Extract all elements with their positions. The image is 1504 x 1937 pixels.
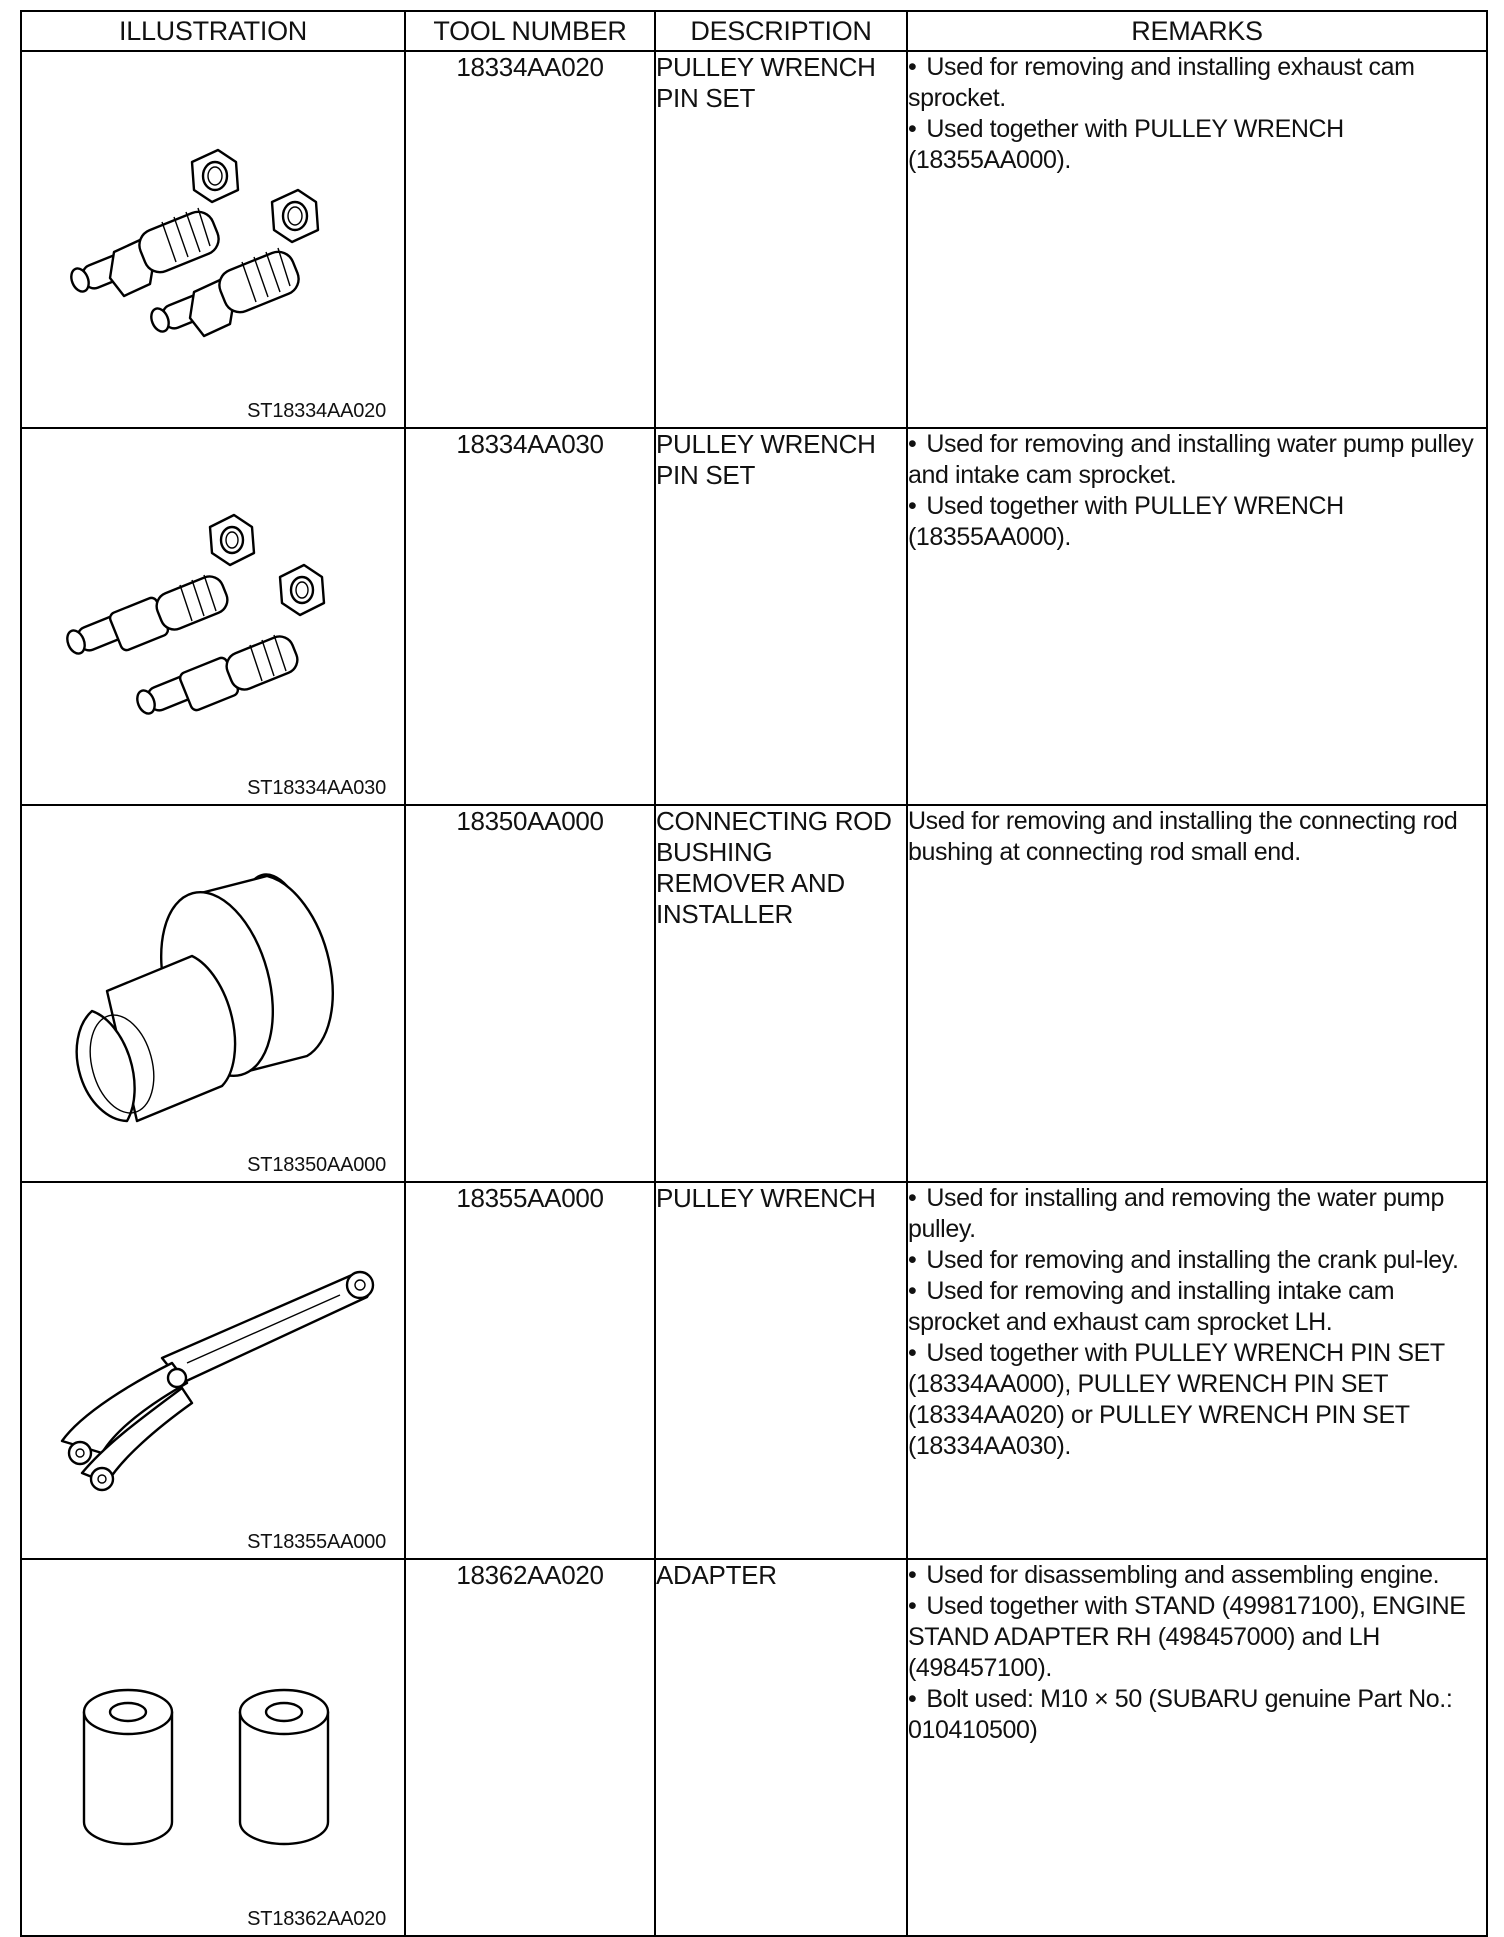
remark-item: • Used for removing and installing water pump pulley and intake cam sprocket.	[908, 430, 1474, 489]
table-row	[21, 1559, 1487, 1936]
remark-item: • Used for removing and installing intake cam sprocket and exhaust cam sprocket LH.	[908, 1277, 1395, 1336]
header-description: DESCRIPTION	[655, 11, 907, 51]
illustration-code: ST18350AA000	[247, 1154, 386, 1176]
illustration-code: ST18334AA030	[247, 777, 386, 799]
tool-description: PULLEY WRENCH PIN SET	[655, 428, 907, 805]
pulley-wrench-illustration	[22, 1183, 404, 1555]
illustration-cell	[21, 805, 405, 1182]
tool-number: 18334AA030	[405, 428, 655, 805]
tool-remarks	[907, 1182, 1487, 1559]
table-row	[21, 1182, 1487, 1559]
remark-item: • Bolt used: M10 × 50 (SUBARU genuine Part No.: 010410500)	[908, 1685, 1453, 1744]
tool-description: ADAPTER	[655, 1559, 907, 1936]
header-illustration: ILLUSTRATION	[21, 11, 405, 51]
illustration-cell	[21, 1559, 405, 1936]
remark-item: • Used for removing and installing exhaust cam sprocket.	[908, 53, 1415, 112]
illustration-code: ST18362AA020	[247, 1908, 386, 1930]
illustration-cell	[21, 1182, 405, 1559]
tool-number: 18334AA020	[405, 51, 655, 428]
tool-remarks	[907, 51, 1487, 428]
tool-remarks	[907, 428, 1487, 805]
illustration-code: ST18355AA000	[247, 1531, 386, 1553]
tool-remarks	[907, 805, 1487, 1182]
remark-item: • Used together with PULLEY WRENCH (18355AA000).	[908, 492, 1344, 551]
tool-description: PULLEY WRENCH PIN SET	[655, 51, 907, 428]
table-row	[21, 51, 1487, 428]
tool-number: 18355AA000	[405, 1182, 655, 1559]
pulley-wrench-pin-set-illustration	[22, 429, 404, 801]
header-remarks: REMARKS	[907, 11, 1487, 51]
tool-description: CONNECTING ROD BUSHING REMOVER AND INSTALLER	[655, 805, 907, 1182]
header-tool-number: TOOL NUMBER	[405, 11, 655, 51]
remark-text: Used for removing and installing the connecting rod bushing at connecting rod small end.	[908, 807, 1458, 866]
adapter-illustration	[22, 1560, 404, 1932]
remark-item: • Used for disassembling and assembling engine.	[908, 1561, 1440, 1589]
remark-item: • Used for installing and removing the water pump pulley.	[908, 1184, 1444, 1243]
remark-item: • Used for removing and installing the crank pul-ley.	[908, 1246, 1459, 1274]
tool-number: 18362AA020	[405, 1559, 655, 1936]
tool-remarks	[907, 1559, 1487, 1936]
illustration-code: ST18334AA020	[247, 400, 386, 422]
special-tools-table	[20, 10, 1488, 1937]
bushing-remover-illustration	[22, 806, 404, 1178]
remark-item: • Used together with PULLEY WRENCH PIN SET (18334AA000), PULLEY WRENCH PIN SET (18334AA020) or PULLEY WRENCH PIN SET (18334AA030).	[908, 1339, 1445, 1460]
illustration-cell	[21, 428, 405, 805]
illustration-cell	[21, 51, 405, 428]
remark-item: • Used together with STAND (499817100), ENGINE STAND ADAPTER RH (498457000) and LH (498457100).	[908, 1592, 1466, 1682]
table-row	[21, 805, 1487, 1182]
tool-description: PULLEY WRENCH	[655, 1182, 907, 1559]
table-row	[21, 428, 1487, 805]
tool-number: 18350AA000	[405, 805, 655, 1182]
pulley-wrench-pin-set-illustration	[22, 52, 404, 424]
table-header-row	[21, 11, 1487, 51]
remark-item: • Used together with PULLEY WRENCH (18355AA000).	[908, 115, 1344, 174]
